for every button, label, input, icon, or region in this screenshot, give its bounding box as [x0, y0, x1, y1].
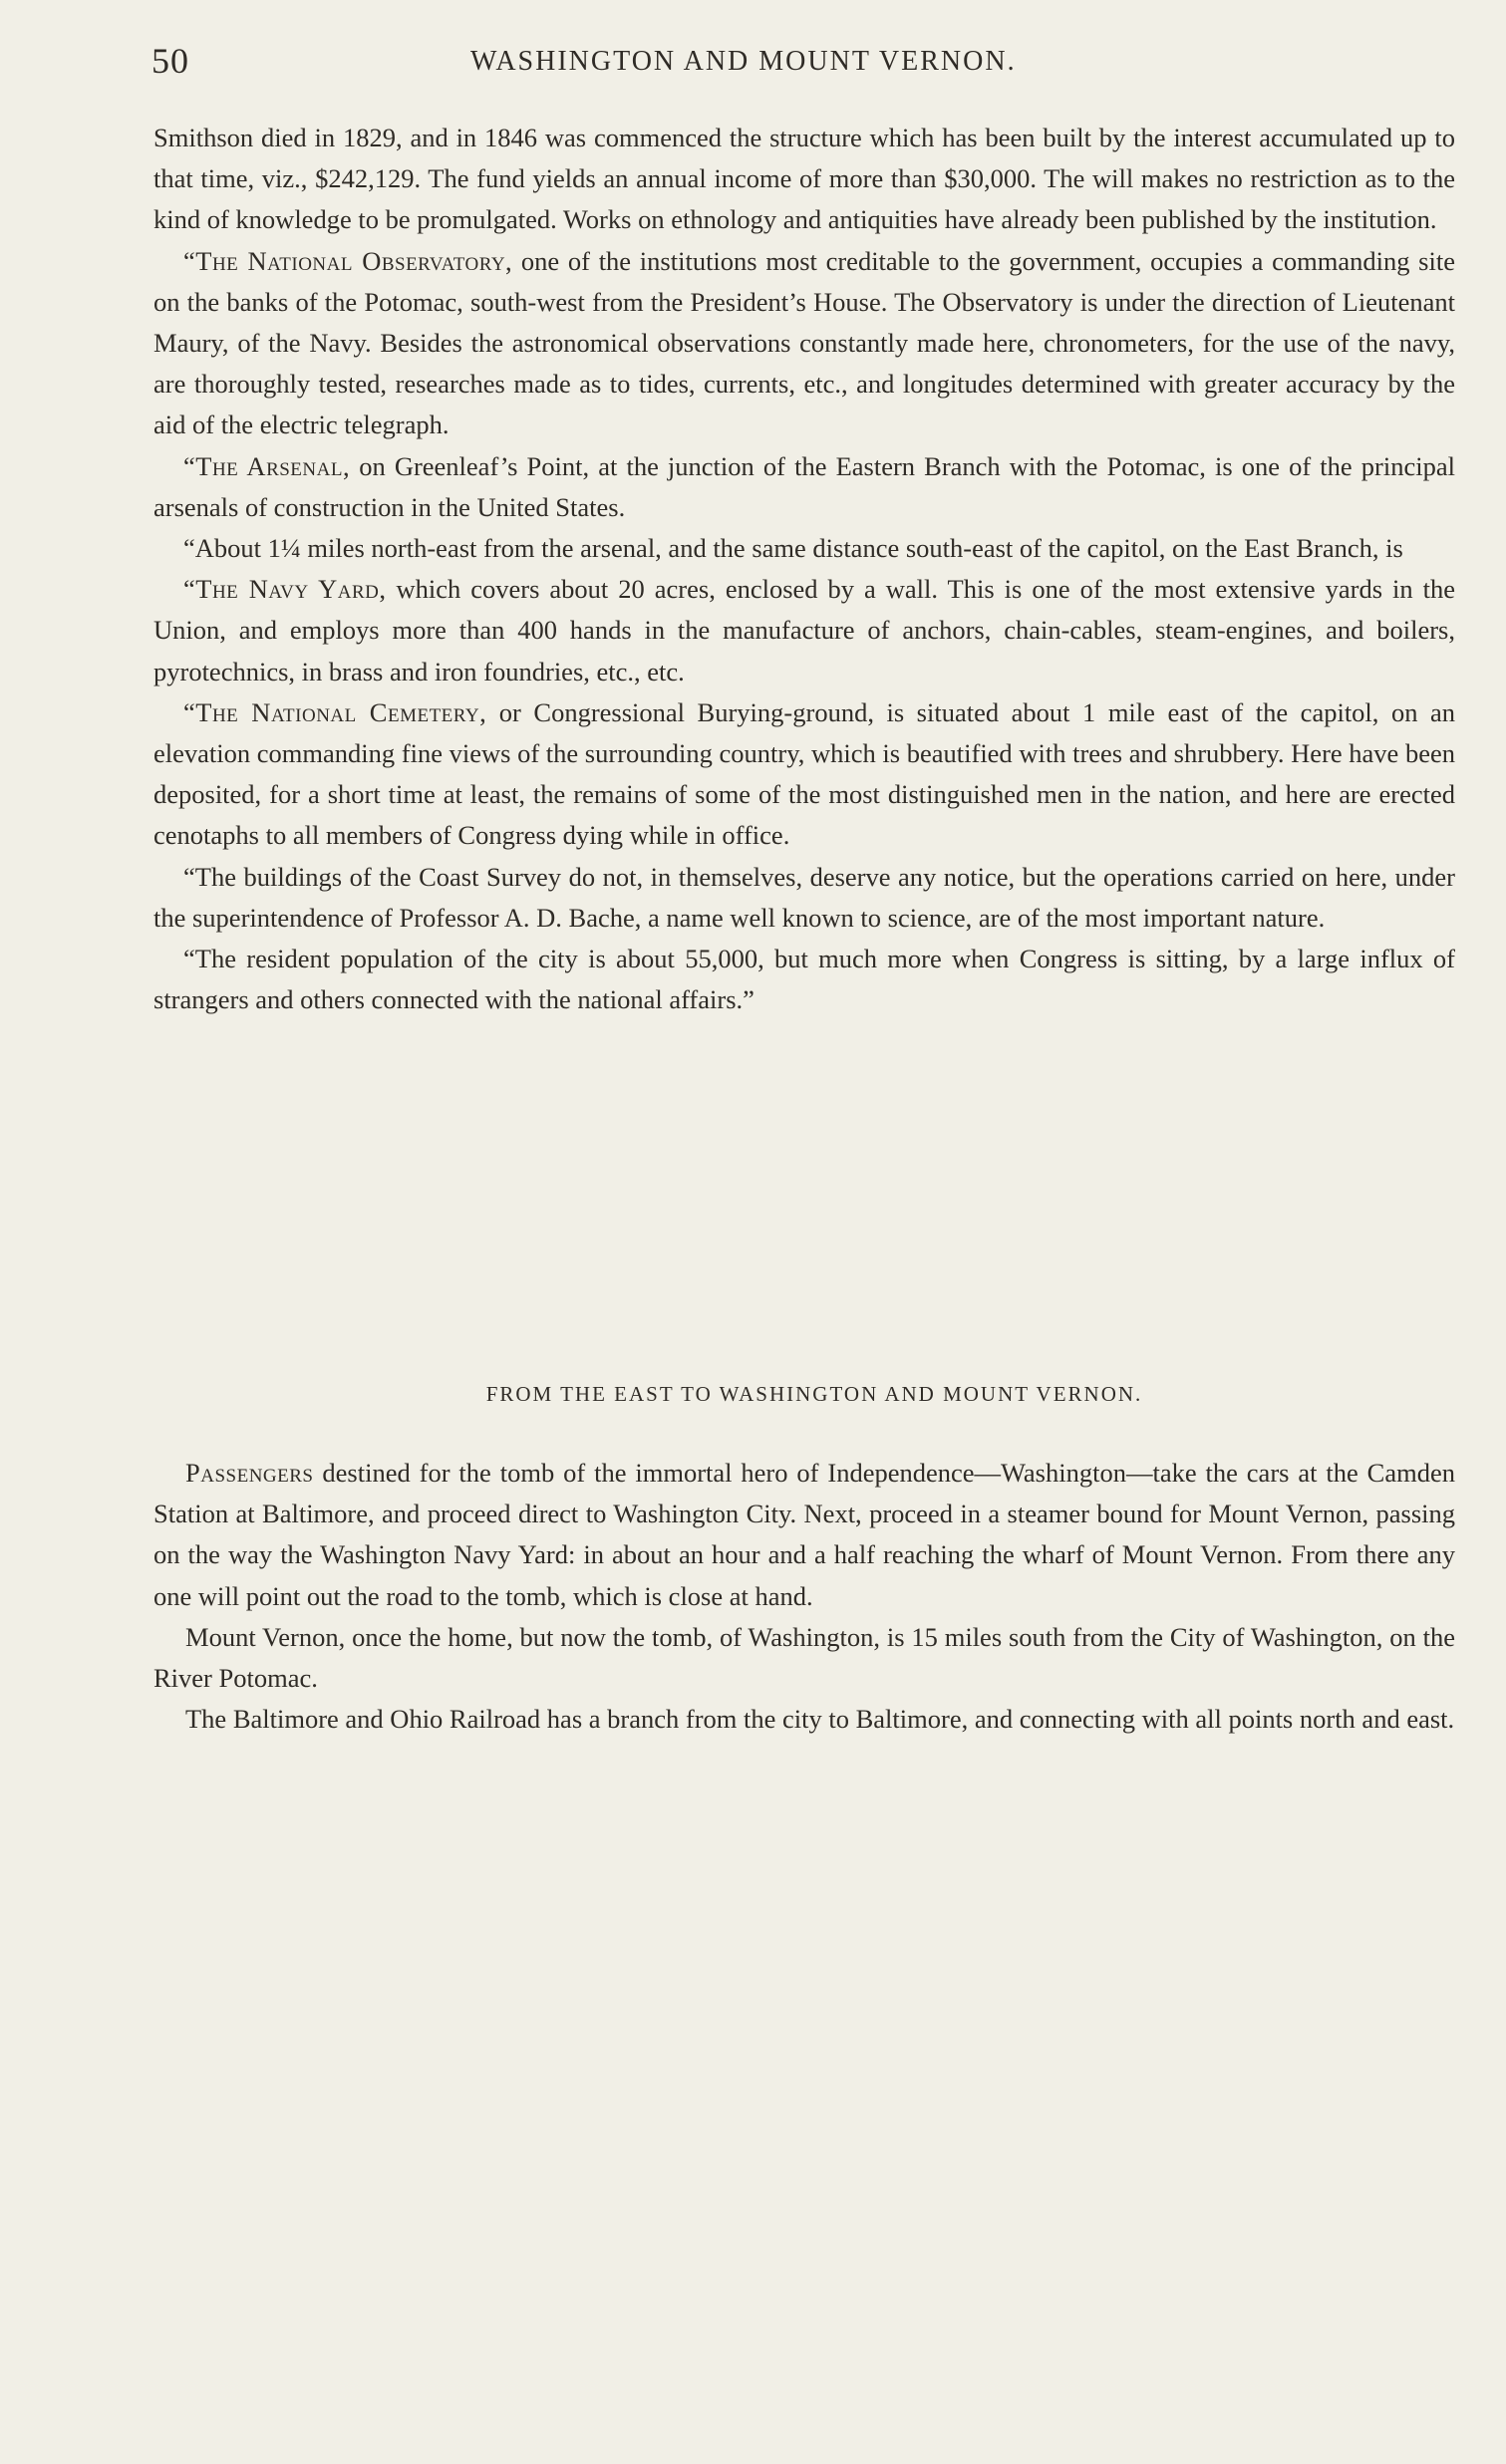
paragraph-observatory: “The National Observatory, one of the institutions most creditable to the government, occupies a commanding site on the banks of the Potomac, south-west from the President’s House. The Observatory is under the direction of Lieutenant Maury, of the Navy. Besides the astronomical observations constantly made here, chronometers, for the use of the navy, are thoroughly tested, researches made as to tides, currents, etc., and longitudes determined with greater accuracy by the aid of the electric telegraph. — [153, 245, 1455, 440]
paragraph-population: “The resident population of the city is about 55,000, but much more when Congress is sitting, by a large influx of strangers and others connected with the national affairs.” — [153, 944, 1455, 1015]
page-number: 50 — [151, 41, 189, 81]
lead-observatory: “The National Observatory, — [183, 245, 513, 276]
paragraph-coast-survey: “The buildings of the Coast Survey do not, in themselves, deserve any notice, but the operations carried on here, under the superintendence of Professor A. D. Bache, a name well known to science, are of the most important nature. — [153, 861, 1455, 933]
paragraph-cemetery: “The National Cemetery, or Congressional Burying-ground, is situated about 1 mile east of the capitol, on an elevation commanding fine views of the surrounding country, which is beautified with trees and shrubbery. Here have been deposited, for a short time at least, the remains of some of the most distinguished men in the nation, and here are erected cenotaphs to all members of Congress dying while in office. — [153, 696, 1455, 851]
paragraph-passengers: Passengers destined for the tomb of the immortal hero of Independence—Washington—take the cars at the Camden Station at Baltimore, and proceed direct to Washington City. Next, proceed in a steamer bound for Mount Vernon, passing on the way the Washington Navy Yard: in about an hour and a half reaching the wharf of Mount Vernon. From there any one will point out the road to the tomb, which is close at hand. — [153, 1458, 1455, 1611]
body-text — [153, 118, 1455, 1020]
paragraph-mount-vernon: Mount Vernon, once the home, but now the tomb, of Washington, is 15 miles south from the City of Washington, on the River Potomac. — [153, 1621, 1455, 1694]
running-head: WASHINGTON AND MOUNT VERNON. — [470, 46, 1017, 77]
lead-arsenal: “The Arsenal, — [183, 450, 351, 481]
paragraph-east-branch: “About 1¼ miles north-east from the arsenal, and the same distance south-east of the capitol, on the East Branch, is — [183, 533, 1403, 564]
paragraph-arsenal: “The Arsenal, on Greenleaf’s Point, at the junction of the Eastern Branch with the Potomac, is one of the principal arsenals of construction in the United States. — [153, 450, 1455, 522]
lead-cemetery: “The National Cemetery, — [183, 696, 487, 727]
section-heading: FROM THE EAST TO WASHINGTON AND MOUNT VERNON. — [485, 1382, 1143, 1406]
page-header — [151, 40, 1457, 90]
section-body-text — [153, 1453, 1455, 1740]
paragraph-railroad: The Baltimore and Ohio Railroad has a branch from the city to Baltimore, and connecting with all points north and east. — [185, 1704, 1455, 1735]
lead-passengers: Passengers — [185, 1458, 314, 1488]
lead-navy-yard: “The Navy Yard, — [183, 574, 387, 605]
paragraph-navy-yard: “The Navy Yard, which covers about 20 acres, enclosed by a wall. This is one of the most extensive yards in the Union, and employs more than 400 hands in the manufacture of anchors, chain-cables, steam-engines, and boilers, pyrotechnics, in brass and iron foundries, etc., etc. — [153, 574, 1455, 686]
paragraph-smithson: Smithson died in 1829, and in 1846 was commenced the structure which has been built by the interest accumulated up to that time, viz., $242,129. The fund yields an annual income of more than $30,000. The will makes no restriction as to the kind of knowledge to be promulgated. Works on ethnology and antiquities have already been published by the institution. — [153, 123, 1455, 235]
